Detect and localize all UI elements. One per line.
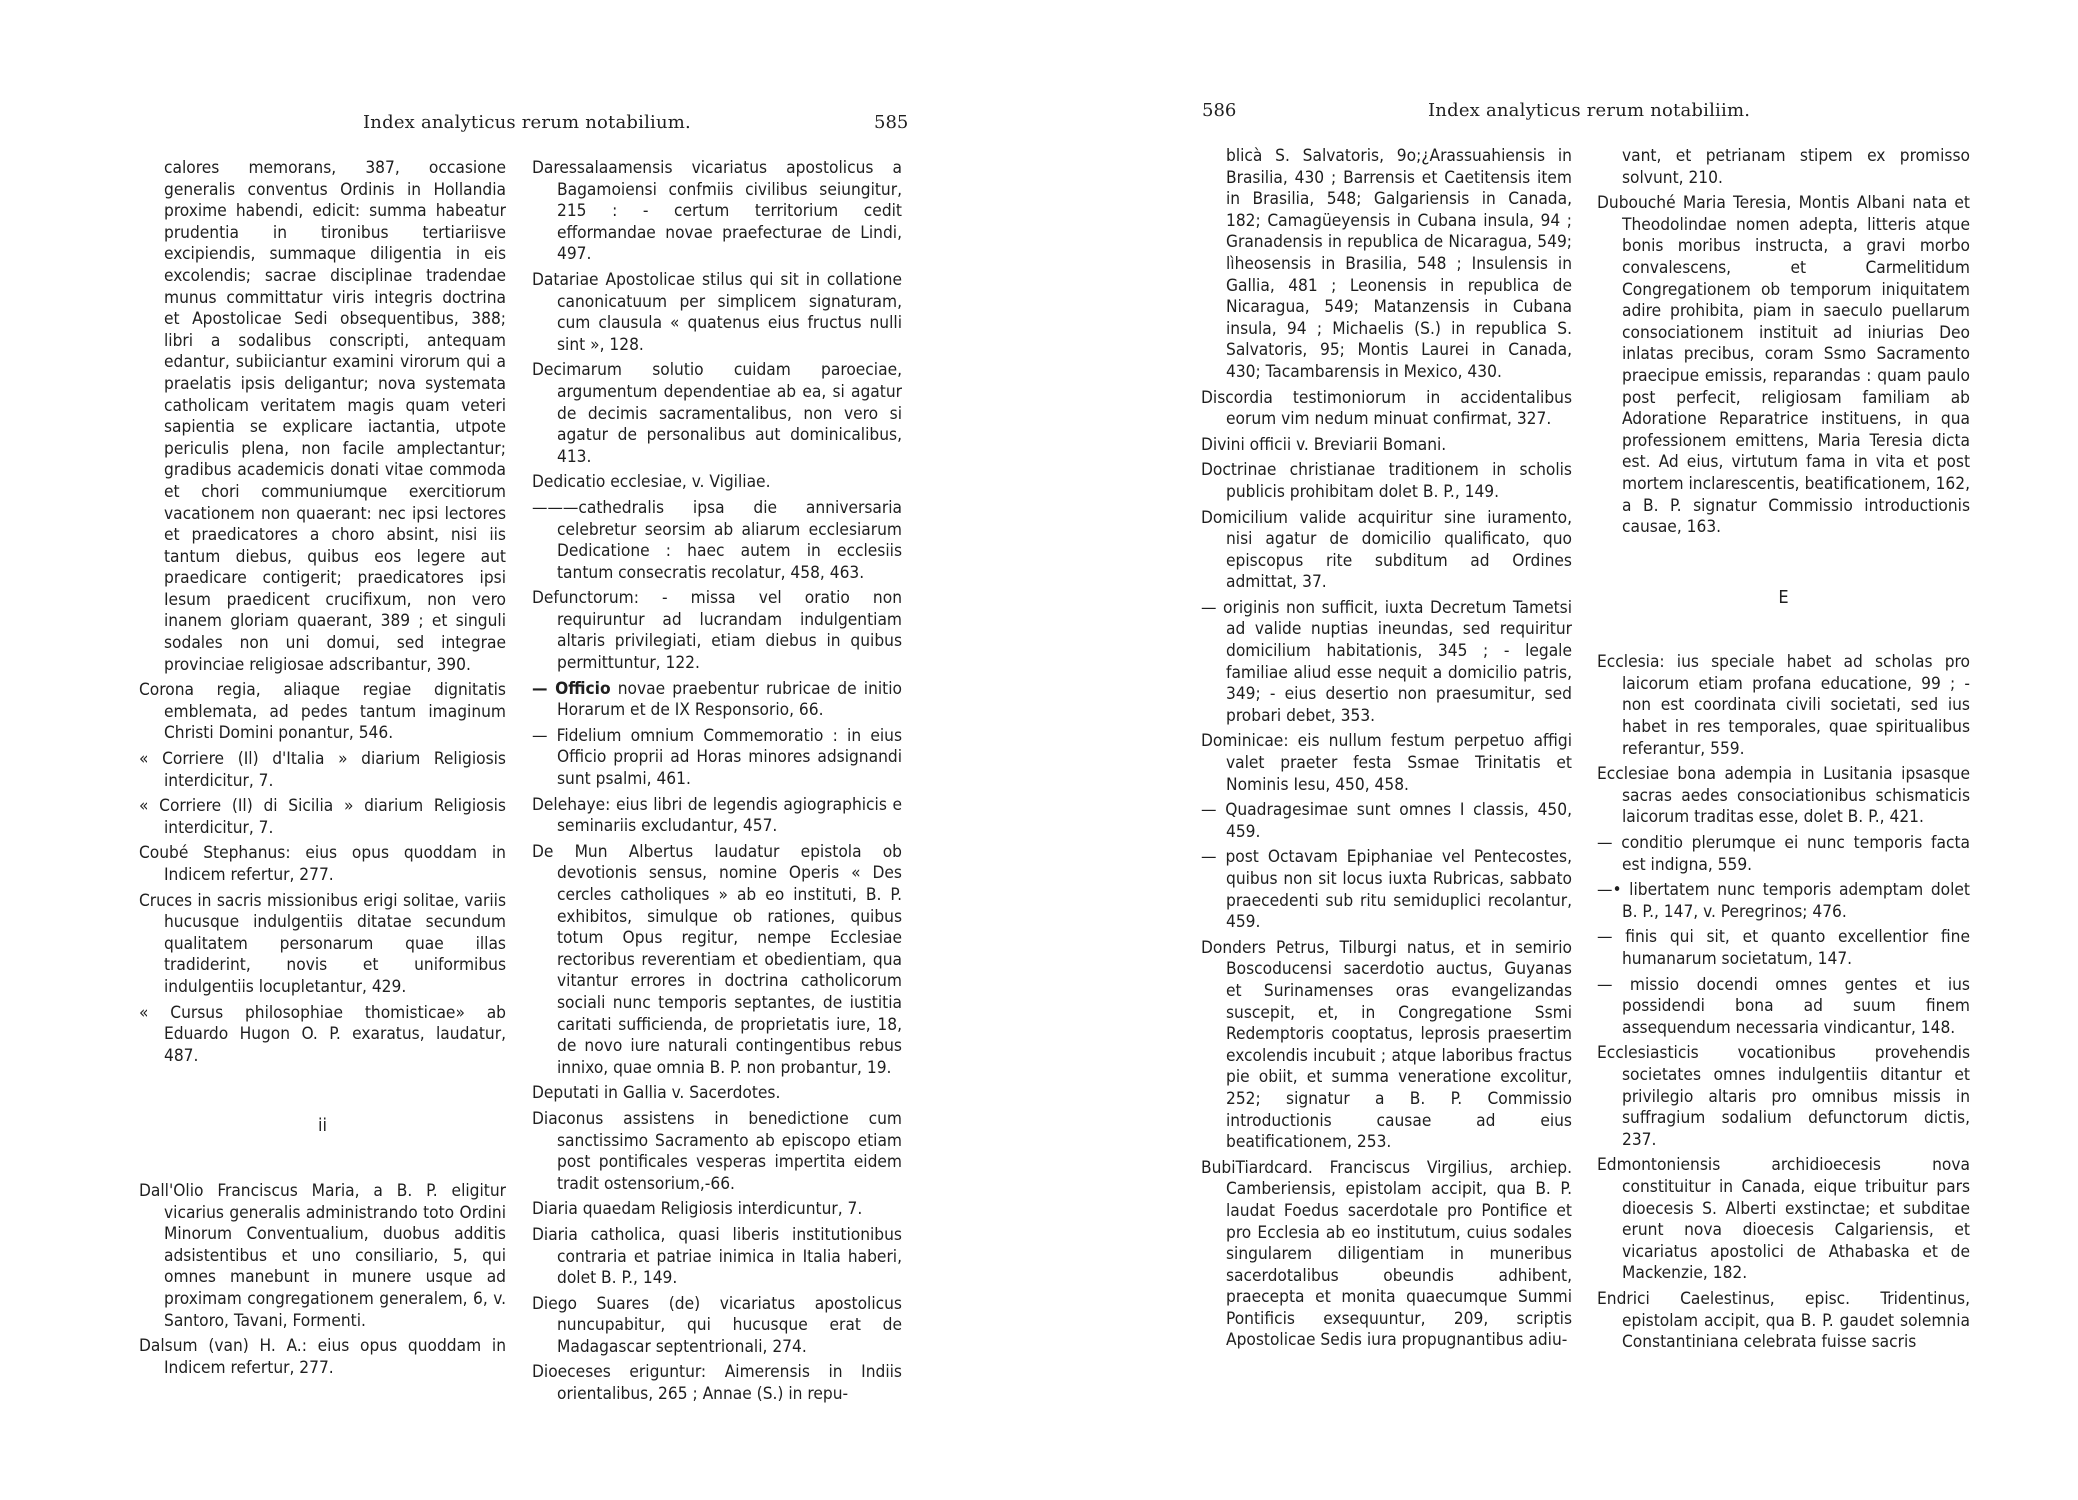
index-entry: Deputati in Gallia v. Sacerdotes. [532, 1083, 781, 1104]
index-entry: Cruces in sacris missionibus erigi solitae, variis hucusque indulgentiis ditatae secundum qualitatem personarum quae illas tradiderint, novis et uniformibus indulgentiis locupletantur, 429. [139, 890, 506, 997]
index-entry: Endrici Caelestinus, episc. Tridentinus, epistolam accipit, qua B. P. gaudet solemnia Constantiniana celebrata fuisse sacris [1597, 1288, 1970, 1353]
index-entry: Dalsum (van) H. A.: eius opus quoddam in Indicem refertur, 277. [139, 1336, 506, 1378]
index-entry: Ecclesia: ius speciale habet ad scholas pro laicorum etiam profana educatione, 99 ; - non est coordinata civili societati, sed ius habet in res temporales, quae spiritualibus referantur, 559. [1597, 652, 1970, 759]
index-entry: Diaria catholica, quasi liberis institutionibus contraria et patriae inimica in Italia haberi, dolet B. P., 149. [532, 1224, 902, 1289]
index-entry-continuation: blicà S. Salvatoris, 9o;¿Arassuahiensis in Brasilia, 430 ; Barrensis et Caetitensis item in Brasilia, 548; Galgariensis in Canada, 182; Camagüeyensis in Cubana insula, 94 ; Granadensis in republica de Nicaragua, 549; lìheosensis in Brasilia, 548 ; Insulensis in Gallia, 481 ; Leonensis in republica de Nicaragua, 549; Matanzensis in Cubana insula, 94 ; Michaelis (S.) in republica S. Salvatoris, 95; Montis Laurei in Canada, 430; Tacambarensis in Mexico, 430. [1226, 146, 1572, 382]
index-entry: Decimarum solutio cuidam paroeciae, argumentum dependentiae ab ea, si agatur de decimis sacramentalibus, non vero si agatur de personalibus aut dominicalibus, 413. [532, 360, 902, 467]
index-entry: Dioeceses eriguntur: Aimerensis in Indiis orientalibus, 265 ; Annae (S.) in repu- [532, 1362, 902, 1405]
index-entry: — Fidelium omnium Commemoratio : in eius Officio proprii ad Horas minores adsignandi sunt psalmi, 461. [532, 725, 902, 790]
section-letter: E [1778, 586, 1789, 608]
index-entry: — originis non sufficit, iuxta Decretum Tametsi ad valide nuptias ineundas, sed requiritur domicilium habitationis, 345 ; - legale familiae aliud esse nequit a domicilio patris, 349; - eius desertio non praesumitur, sed probari debet, 353. [1201, 597, 1572, 726]
index-entry: « Cursus philosophiae thomisticae» ab Eduardo Hugon O. P. exaratus, laudatur, 487. [139, 1002, 506, 1066]
index-entry: Discordia testimoniorum in accidentalibus eorum vim nedum minuat confirmat, 327. [1201, 387, 1572, 430]
index-entry: Dall'Olio Franciscus Maria, a B. P. eligitur vicarius generalis administrando toto Ordini Minorum Conventualium, duobus additis adsistentibus et uno consiliario, 5, qui omnes manebunt in munere usque ad proximam congregationem generalem, 6, v. Santoro, Tavani, Formenti. [139, 1180, 506, 1331]
page-number: 586 [1202, 100, 1237, 121]
index-entry [532, 679, 902, 722]
entry-text: novae praebentur rubricae de initio Horarum et de IX Responsorio, 66. [557, 678, 902, 721]
index-entry: Domicilium valide acquiritur sine iuramento, nisi agatur de domicilio qualificato, quo episcopus rite subditum ad Ordines admittat, 37. [1201, 507, 1572, 593]
index-entry: Dubouché Maria Teresia, Montis Albani nata et Theodolindae nomen adepta, litteris atque bonis moribus instructa, a gravi morbo convalescens, et Carmelitidum Congregationem ob temporum iniquitatem adire prohibita, piam in saeculo puellarum consociationem instituit ad iniurias Deo inlatas precibus, coram Ssmo Sacramento praecipue emissis, reparandas : quam paulo post perfecit, religiosam familiam ab Adoratione Reparatrice instituens, in qua professionem emittens, Maria Teresia dicta est. Ad eius, virtutum fama in vita et post mortem inclarescentis, beatificationem, 162, a B. P. signatur Commissio introductionis causae, 163. [1597, 193, 1970, 538]
entry-lead: — Officio [532, 678, 611, 699]
index-entry: —• libertatem nunc temporis ademptam dolet B. P., 147, v. Peregrinos; 476. [1597, 880, 1970, 922]
index-entry: BubiTiardcard. Franciscus Virgilius, archiep. Camberiensis, epistolam accipit, qua B. P. laudat Foedus sacerdotale pro Pontifice et pro Ecclesia ab eo institutum, cuius sodales singularem diligentiam in muneribus sacerdotalibus obeundis adhibent, praecepta et monita quaecumque Summi Pontificis exsequuntur, 209, scriptis Apostolicae Sedis iura propugnantibus adiu- [1201, 1157, 1572, 1351]
index-column-1 [139, 158, 506, 1383]
index-entry: « Corriere (Il) d'Italia » diarium Religiosis interdicitur, 7. [139, 749, 506, 791]
index-entry: Donders Petrus, Tilburgi natus, et in semirio Boscoducensi sacerdotio auctus, Guyanas et Surinamenses oras evangelizandas suscepit, et, in Congregatione Ssmi Redemptoris cooptatus, leprosis praesertim excolendis incubuit ; atque laboribus fractus pie obiit, et summa veneratione excolitur, 252; signatur a B. P. Commissio introductionis causae ad eius beatificationem, 253. [1201, 937, 1572, 1153]
right-page [1039, 0, 2078, 1500]
index-entry-continuation: vant, et petrianam stipem ex promisso solvunt, 210. [1622, 146, 1970, 188]
index-entry: Ecclesiasticis vocationibus provehendis societates omnes indulgentiis ditantur et privilegio altaris pro omnibus missis in suffragium sodalium defunctorum dictis, 237. [1597, 1043, 1970, 1150]
index-entry: — conditio plerumque ei nunc temporis facta est indigna, 559. [1597, 833, 1970, 875]
index-entry: Daressalaamensis vicariatus apostolicus a Bagamoiensi confmiis civilibus seiungitur, 215 : - certum territorium cedit efformandae novae praefecturae de Lindi, 497. [532, 158, 902, 265]
section-letter: ii [318, 1115, 327, 1137]
index-column-2 [532, 158, 902, 1410]
index-entry: Edmontoniensis archidioecesis nova constituitur in Canada, eique tribuitur pars dioecesis S. Alberti exstinctae; et subditae erunt nova dioecesis Calgariensis, et vicariatus apostolici de Athabaska et de Mackenzie, 182. [1597, 1155, 1970, 1284]
index-entry: « Corriere (Il) di Sicilia » diarium Religiosis interdicitur, 7. [139, 796, 506, 838]
index-entry: Diego Suares (de) vicariatus apostolicus nuncupabitur, qui hucusque erat de Madagascar septentrionali, 274. [532, 1293, 902, 1357]
running-title: Index analyticus rerum notabiliim. [1428, 100, 1751, 121]
index-entry: De Mun Albertus laudatur epistola ob devotionis sensus, nomine Operis « Des cercles catholiques » ab eo instituti, B. P. exhibitos, simulque ob rationes, quibus totum Opus regitur, nempe Ecclesiae rectoribus reverentiam et obedientiam, qua vitantur errores in doctrina catholicorum sociali nunc temporis septantes, de iustitia caritati sufficienda, de proprietatis iure, 18, de novo iure naturali contingentibus rebus innixo, quae omnia B. P. non probantur, 19. [532, 841, 902, 1078]
index-entry: — missio docendi omnes gentes et ius possidendi bona ad suum finem assequendum necessaria vindicantur, 148. [1597, 974, 1970, 1038]
index-entry: Datariae Apostolicae stilus qui sit in collatione canonicatuum per simplicem signaturam, cum clausula « quatenus eius fructus nulli sint », 128. [532, 269, 902, 355]
index-entry: — post Octavam Epiphaniae vel Pentecostes, quibus non sit locus iuxta Rubricas, sabbato praecedenti sub ritu semiduplici recolantur, 459. [1201, 847, 1572, 933]
index-entry: Divini officii v. Breviarii Bomani. [1201, 434, 1447, 455]
index-entry: Doctrinae christianae traditionem in scholis publicis prohibitam dolet B. P., 149. [1201, 460, 1572, 502]
running-title: Index analyticus rerum notabilium. [363, 112, 691, 133]
index-entry: Defunctorum: - missa vel oratio non requiruntur ad lucrandam indulgentiam altaris privilegiati, etiam diebus in quibus permittuntur, 122. [532, 588, 902, 674]
index-entry: Corona regia, aliaque regiae dignitatis emblemata, ad pedes tantum imaginum Christi Domini ponantur, 546. [139, 680, 506, 744]
index-entry: — finis qui sit, et quanto excellentior fine humanarum societatum, 147. [1597, 927, 1970, 969]
index-entry: ———cathedralis ipsa die anniversaria celebretur seorsim ab aliarum ecclesiarum Dedicatione : haec autem in ecclesiis tantum consecratis recolatur, 458, 463. [532, 497, 902, 583]
index-entry: Dedicatio ecclesiae, v. Vigiliae. [532, 472, 771, 493]
index-entry: Dominicae: eis nullum festum perpetuo affigi valet praeter festa Ssmae Trinitatis et Nominis Iesu, 450, 458. [1201, 731, 1572, 795]
index-entry: Coubé Stephanus: eius opus quoddam in Indicem refertur, 277. [139, 843, 506, 885]
index-entry: — Quadragesimae sunt omnes I classis, 450, 459. [1201, 800, 1572, 842]
index-entry: Diaconus assistens in benedictione cum sanctissimo Sacramento ab episcopo etiam post pontificales vesperas impertita eidem tradit ostensorium,-66. [532, 1108, 902, 1194]
index-entry: Delehaye: eius libri de legendis agiographicis e seminariis excludantur, 457. [532, 794, 902, 837]
index-entry-continuation: calores memorans, 387, occasione generalis conventus Ordinis in Hollandia proxime habendi, edicit: summa habeatur prudentia in tironibus tertiariisve excipiendis, summaque diligentia in eis excolendis; sacrae disciplinae tradendae munus committatur viris integris doctrina et Apostolicae Sedi obsequentibus, 388; libri a sodalibus conscripti, antequam edantur, subiiciantur examini virorum qui a praelatis ipsis deligantur; nova systemata catholicam veritatem magis quam veteri sapientia se explicare iactantia, utpote periculis plena, non facile amplectantur; gradibus academicis donati vitae commoda et chori communiumque exercitiorum vacationem non quaerant: nec ipsi lectores et praedicatores a choro absint, nisi iis tantum diebus, quibus eos legere aut praedicare contigerit; praedicatores ipsi Iesum praedicent crucifixum, non vero inanem gloriam quaerant, 389 ; et singuli sodales non uni domui, sed integrae provinciae religiosae adscribantur, 390. [164, 158, 506, 675]
page-number: 585 [874, 112, 909, 133]
index-column-2 [1597, 146, 1970, 1358]
index-entry: Ecclesiae bona adempia in Lusitania ipsasque sacras aedes consociationibus schismaticis laicorum traditas esse, dolet B. P., 421. [1597, 764, 1970, 828]
index-entry: Diaria quaedam Religiosis interdicuntur, 7. [532, 1199, 863, 1220]
index-column-1 [1201, 146, 1572, 1356]
